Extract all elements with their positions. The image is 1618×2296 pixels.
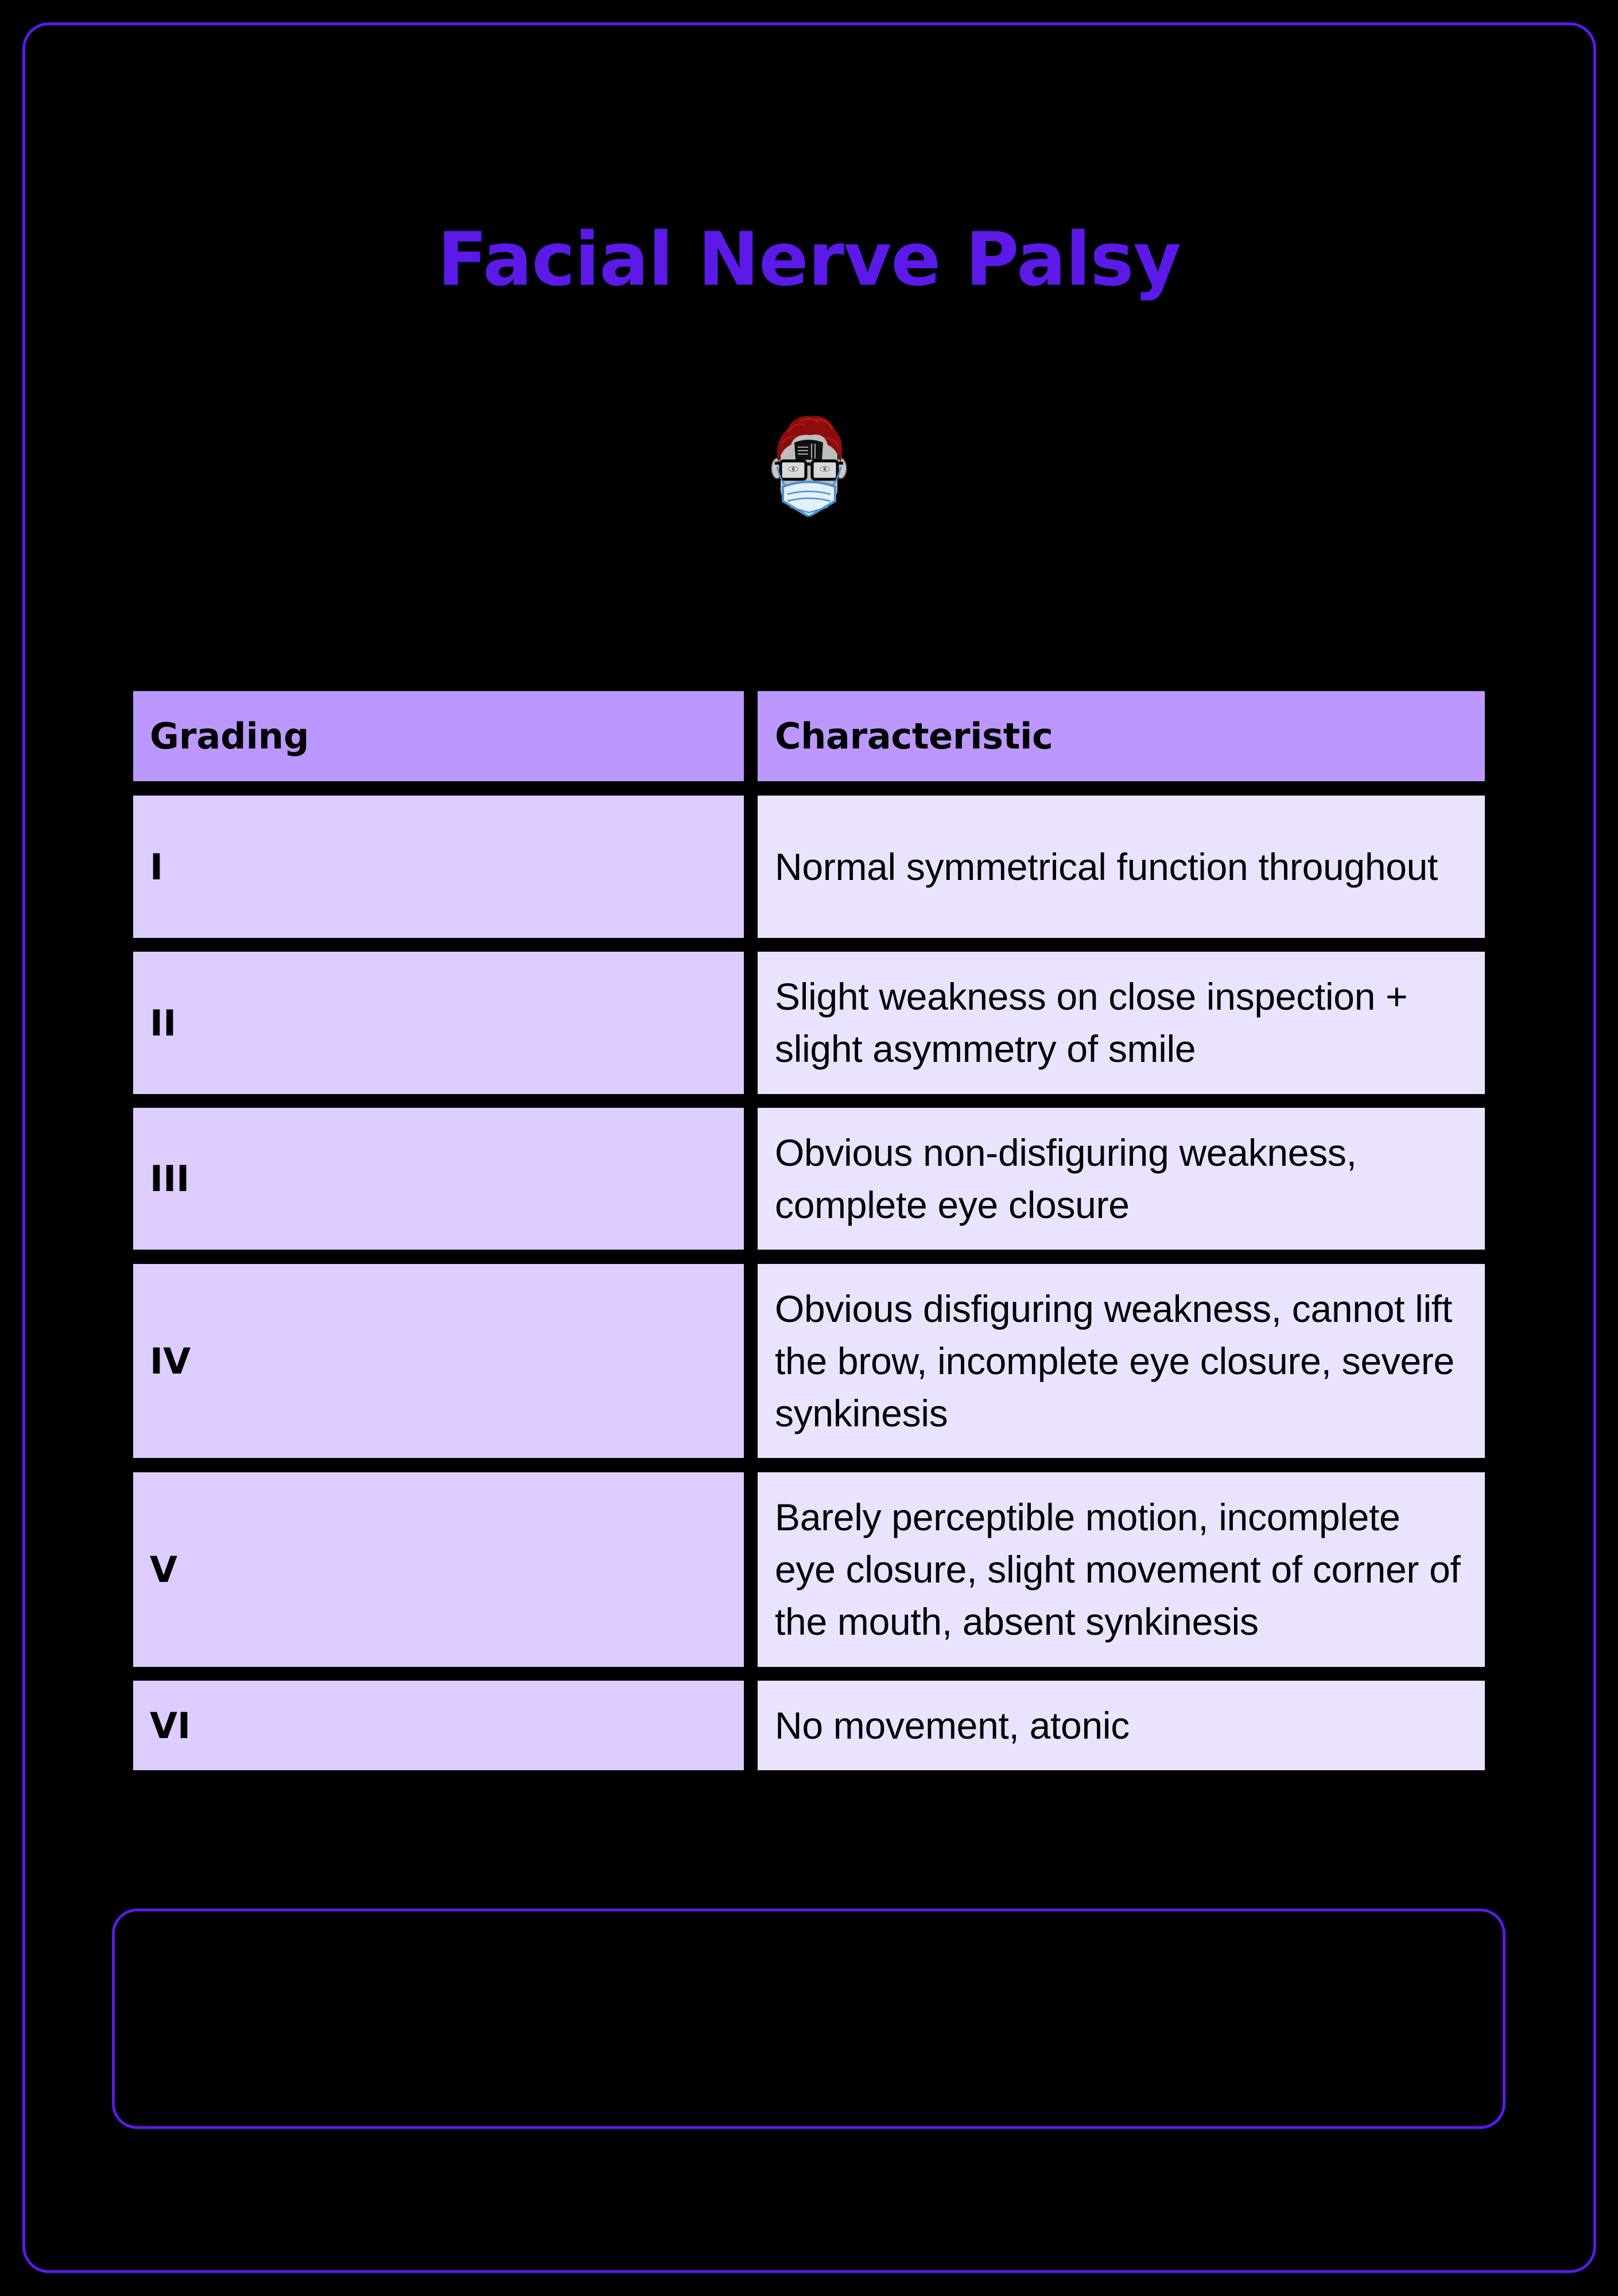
table-row [133, 1108, 1485, 1250]
table-header-row [133, 691, 1485, 781]
page-title: Facial Nerve Palsy [437, 216, 1181, 302]
characteristic-cell: Obvious disfiguring weakness, cannot lift the brow, incomplete eye closure, severe synkinesis [758, 1264, 1485, 1458]
characteristic-cell: Obvious non-disfiguring weakness, complete eye closure [758, 1108, 1485, 1250]
grading-cell: IV [133, 1264, 744, 1458]
table-row [133, 1264, 1485, 1458]
grading-cell: II [133, 952, 744, 1094]
grading-cell: VI [133, 1681, 744, 1770]
grading-cell: V [133, 1472, 744, 1667]
table-row [133, 1472, 1485, 1667]
grading-cell: I [133, 796, 744, 938]
doctor-avatar-icon [770, 409, 848, 517]
characteristic-cell: Normal symmetrical function throughout [758, 796, 1485, 938]
table-row [133, 796, 1485, 938]
characteristic-cell: Barely perceptible motion, incomplete eye closure, slight movement of corner of the mouth, absent synkinesis [758, 1472, 1485, 1667]
notes-box [112, 1909, 1506, 2129]
column-header-grading: Grading [133, 691, 744, 781]
grading-cell: III [133, 1108, 744, 1250]
characteristic-cell: No movement, atonic [758, 1681, 1485, 1770]
characteristic-cell: Slight weakness on close inspection + slight asymmetry of smile [758, 952, 1485, 1094]
table-row [133, 1681, 1485, 1770]
table-row [133, 952, 1485, 1094]
column-header-characteristic: Characteristic [758, 691, 1485, 781]
